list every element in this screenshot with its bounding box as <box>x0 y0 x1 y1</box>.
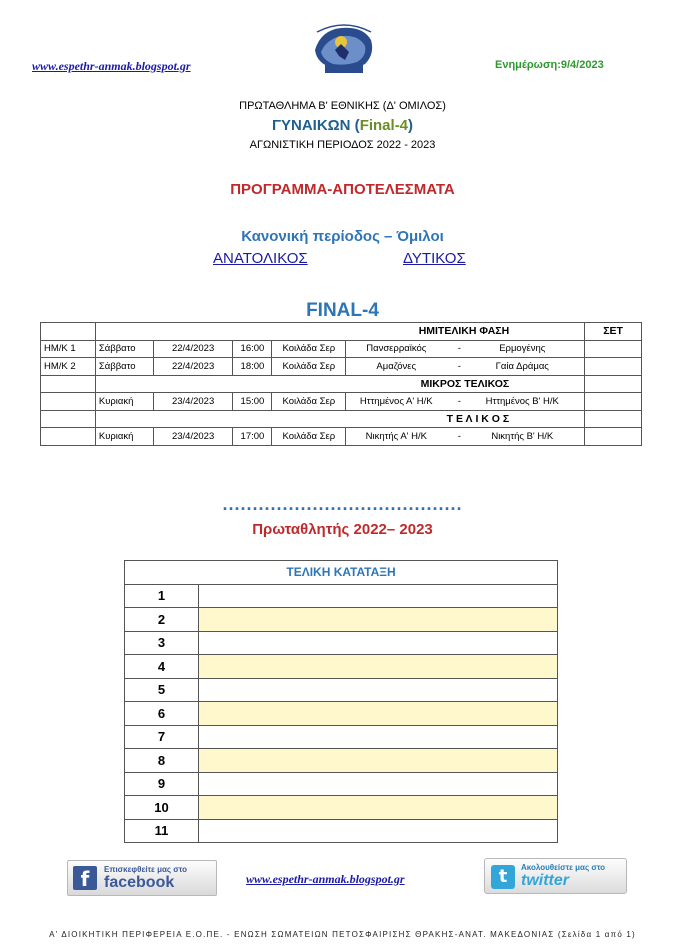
match-row <box>41 358 642 376</box>
match-row <box>41 340 642 358</box>
match-day: Κυριακή <box>95 428 153 446</box>
match-teams <box>346 340 585 358</box>
volleyball-federation-logo <box>311 20 377 76</box>
footer-site-link[interactable]: www.espethr-anmak.blogspot.gr <box>246 872 405 886</box>
match-date: 22/4/2023 <box>153 340 233 358</box>
ranking-team <box>199 631 558 655</box>
match-teams <box>346 358 585 376</box>
ranking-position: 1 <box>125 584 199 608</box>
group-east-link[interactable]: ΑΝΑΤΟΛΙΚΟΣ <box>213 250 308 267</box>
twitter-icon: t <box>491 865 515 889</box>
champion-heading: Πρωταθλητής 2022– 2023 <box>252 521 433 538</box>
ranking-row <box>125 725 558 749</box>
phase-header-row <box>41 375 642 393</box>
category-prefix: ΓΥΝΑΙΚΩΝ ( <box>271 117 360 134</box>
match-date: 22/4/2023 <box>153 358 233 376</box>
ranking-row <box>125 655 558 679</box>
ranking-row <box>125 702 558 726</box>
ranking-position: 8 <box>125 749 199 773</box>
ranking-row <box>125 608 558 632</box>
twitter-label: twitter <box>521 872 569 889</box>
phase-header-row <box>41 410 642 428</box>
match-date: 23/4/2023 <box>153 428 233 446</box>
match-venue: Κοιλάδα Σερ <box>272 340 346 358</box>
away-team: Γαία Δράμας <box>495 360 549 372</box>
team-separator: - <box>457 343 461 355</box>
final4-heading: FINAL-4 <box>306 300 379 321</box>
match-venue: Κοιλάδα Σερ <box>272 393 346 411</box>
group-west-link[interactable]: ΔΥΤΙΚΟΣ <box>403 250 466 267</box>
match-sets <box>585 358 642 376</box>
category-title <box>0 117 685 134</box>
match-venue: Κοιλάδα Σερ <box>272 428 346 446</box>
match-code <box>41 393 96 411</box>
ranking-row <box>125 796 558 820</box>
ranking-row <box>125 584 558 608</box>
match-row <box>41 428 642 446</box>
ranking-position: 2 <box>125 608 199 632</box>
ranking-row <box>125 678 558 702</box>
away-team: Ηττημένος Β' Η/Κ <box>485 395 559 407</box>
twitter-button[interactable] <box>484 858 627 894</box>
ranking-position: 10 <box>125 796 199 820</box>
match-day: Σάββατο <box>95 340 153 358</box>
ranking-position: 3 <box>125 631 199 655</box>
match-time: 16:00 <box>233 340 272 358</box>
ranking-row <box>125 772 558 796</box>
away-team: Ερμογένης <box>499 343 546 355</box>
home-team: Πανσερραϊκός <box>366 343 427 355</box>
ranking-position: 5 <box>125 678 199 702</box>
match-sets <box>585 393 642 411</box>
match-row <box>41 393 642 411</box>
site-link[interactable]: www.espethr-anmak.blogspot.gr <box>32 59 191 73</box>
ranking-position: 11 <box>125 819 199 843</box>
home-team: Νικητής Α' Η/Κ <box>365 430 427 442</box>
facebook-caption: Επισκεφθείτε μας στο <box>104 865 187 874</box>
ranking-team <box>199 702 558 726</box>
facebook-button[interactable] <box>67 860 217 896</box>
ranking-team <box>199 678 558 702</box>
set-header: ΣΕΤ <box>585 323 642 341</box>
match-date: 23/4/2023 <box>153 393 233 411</box>
match-venue: Κοιλάδα Σερ <box>272 358 346 376</box>
ranking-team <box>199 772 558 796</box>
match-sets <box>585 340 642 358</box>
match-time: 17:00 <box>233 428 272 446</box>
final4-label: Final-4 <box>359 117 409 134</box>
match-day: Κυριακή <box>95 393 153 411</box>
match-teams <box>346 393 585 411</box>
ranking-row <box>125 749 558 773</box>
ranking-position: 7 <box>125 725 199 749</box>
ranking-team <box>199 749 558 773</box>
season-title: ΑΓΩΝΙΣΤΙΚΗ ΠΕΡΙΟΔΟΣ 2022 - 2023 <box>249 139 436 151</box>
team-separator: - <box>457 360 461 372</box>
twitter-caption: Ακολουθείστε μας στο <box>521 863 606 872</box>
championship-title: ΠΡΩΤΑΘΛΗΜΑ Β' ΕΘΝΙΚΗΣ (Δ' ΟΜΙΛΟΣ) <box>239 100 446 112</box>
category-suffix: ) <box>408 117 414 134</box>
champion-placeholder: ........................................ <box>222 494 463 514</box>
facebook-icon: f <box>73 866 97 890</box>
phase-header-row <box>41 323 642 341</box>
ranking-header: ΤΕΛΙΚΗ ΚΑΤΑΤΑΞΗ <box>125 561 558 585</box>
ranking-position: 4 <box>125 655 199 679</box>
ranking-team <box>199 584 558 608</box>
team-separator: - <box>457 430 461 442</box>
facebook-label: facebook <box>104 874 175 891</box>
away-team: Νικητής Β' Η/Κ <box>491 430 554 442</box>
regular-season-heading: Κανονική περίοδος – Όμιλοι <box>241 228 444 245</box>
match-code: ΗΜ/Κ 2 <box>41 358 96 376</box>
home-team: Αμαζόνες <box>376 360 417 372</box>
update-date: Ενημέρωση:9/4/2023 <box>495 59 604 71</box>
ranking-position: 9 <box>125 772 199 796</box>
match-time: 18:00 <box>233 358 272 376</box>
match-time: 15:00 <box>233 393 272 411</box>
ranking-team <box>199 725 558 749</box>
ranking-row <box>125 819 558 843</box>
match-code <box>41 428 96 446</box>
match-day: Σάββατο <box>95 358 153 376</box>
ranking-team <box>199 655 558 679</box>
program-heading: ΠΡΟΓΡΑΜΜΑ-ΑΠΟΤΕΛΕΣΜΑΤΑ <box>230 181 455 198</box>
team-separator: - <box>457 395 461 407</box>
phase-name: ΗΜΙΤΕΛΙΚΗ ΦΑΣΗ <box>95 323 584 341</box>
phase-name: ΜΙΚΡΟΣ ΤΕΛΙΚΟΣ <box>95 375 584 393</box>
home-team: Ηττημένος Α' Η/Κ <box>359 395 433 407</box>
final4-schedule-table <box>40 322 642 446</box>
ranking-team <box>199 819 558 843</box>
ranking-row <box>125 631 558 655</box>
ranking-team <box>199 608 558 632</box>
match-code: ΗΜ/Κ 1 <box>41 340 96 358</box>
ranking-position: 6 <box>125 702 199 726</box>
ranking-team <box>199 796 558 820</box>
final-ranking-table <box>124 560 558 843</box>
page-footer: Α' ΔΙΟΙΚΗΤΙΚΗ ΠΕΡΙΦΕΡΕΙΑ Ε.Ο.ΠΕ. - ΕΝΩΣΗ ΣΩΜΑΤΕΙΩΝ ΠΕΤΟΣΦΑΙΡΙΣΗΣ ΘΡΑΚΗΣ-ΑΝΑΤ. ΜΑΚΕΔΟΝΙΑΣ (Σελίδα 1 από 1) <box>49 930 636 939</box>
match-sets <box>585 428 642 446</box>
phase-name: Τ Ε Λ Ι Κ Ο Σ <box>95 410 584 428</box>
match-teams <box>346 428 585 446</box>
